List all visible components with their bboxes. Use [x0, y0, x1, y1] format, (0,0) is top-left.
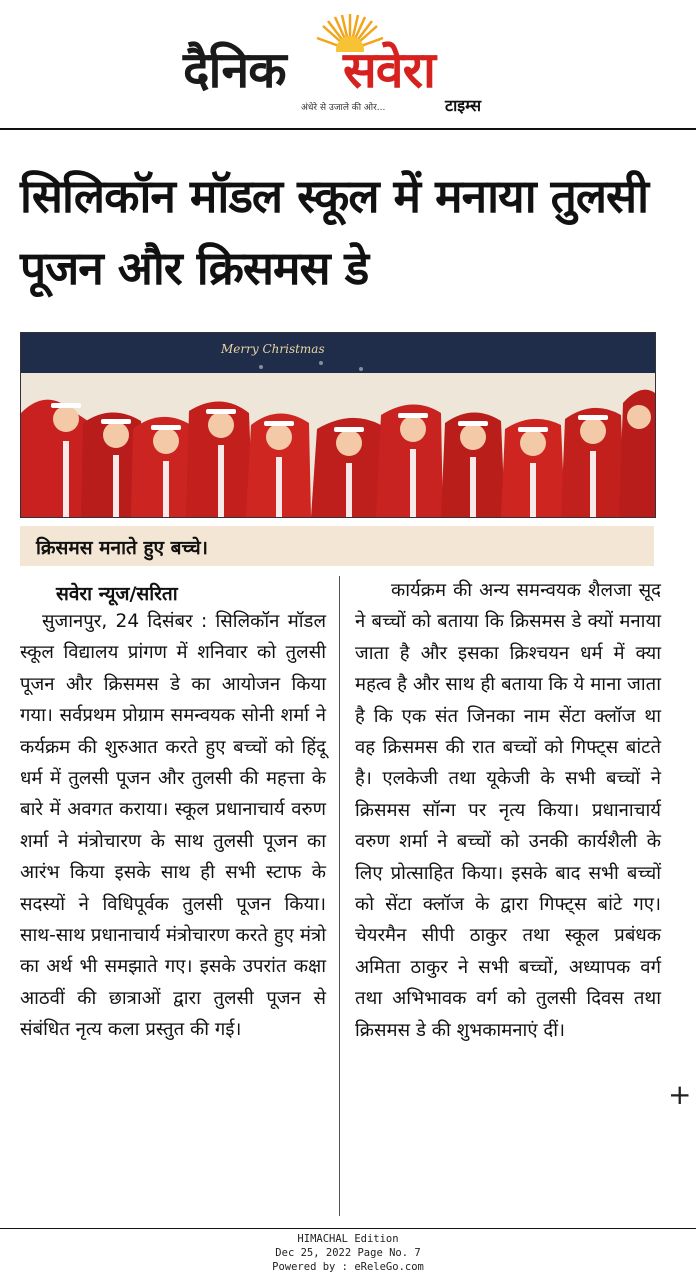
- children-in-santa-costumes-image: [21, 333, 655, 517]
- article-byline: सवेरा न्यूज/सरिता: [56, 583, 178, 605]
- footer-date-page: Dec 25, 2022 Page No. 7: [275, 1247, 421, 1259]
- logo-savera: सवेरा: [343, 41, 435, 99]
- photo-caption: क्रिसमस मनाते हुए बच्चे।: [36, 537, 208, 559]
- logo-times: टाइम्स: [445, 96, 482, 115]
- column-divider: [339, 576, 340, 1216]
- masthead-rule: [0, 128, 696, 130]
- footer-rule: [0, 1228, 696, 1229]
- article-photo: [20, 332, 656, 518]
- plus-icon[interactable]: +: [668, 1078, 692, 1111]
- photo-caption-bar: [20, 526, 654, 566]
- right-column-text: कार्यक्रम की अन्य समन्वयक शैलजा सूद ने बच्चों को बताया कि क्रिसमस डे क्यों मनाया जाता है और इसका क्रिश्चयन धर्म में क्या महत्व है और साथ ही बताया कि ये माना जाता है कि एक संत जिनका नाम सेंटा क्लॉज था वह क्रिसमस की रात बच्चों को गिफ्ट्स बांटते है। एलकेजी तथा यूकेजी के सभी बच्चों ने क्रिसमस सॉन्ग पर नृत्य किया। प्रधानाचार्य वरुण शर्मा ने बच्चों को उनकी कार्यशैली के लिए प्रोत्साहित किया। इसके बाद सभी बच्चों को सेंटा क्लॉज के द्वारा गिफ्ट्स बांटे गए। चेयरमैन सीपी ठाकुर तथा स्कूल प्रबंधक अमिता ठाकुर ने सभी बच्चों, अध्यापक वर्ग तथा अभिभावक वर्ग को तुलसी दिवस तथा क्रिसमस डे की शुभकामनाएं दीं।: [355, 580, 661, 1041]
- logo-dainik: दैनिक: [183, 41, 286, 99]
- newspaper-logo: [183, 14, 513, 114]
- footer-edition: HIMACHAL Edition: [297, 1233, 399, 1245]
- svg-text:Merry Christmas: Merry Christmas: [221, 342, 325, 356]
- footer-powered-by[interactable]: Powered by : eReleGo.com: [272, 1261, 424, 1273]
- article-column-right: [355, 575, 661, 1046]
- logo-tagline: अंधेरे से उजाले की ओर...: [301, 103, 386, 113]
- article-column-left: [20, 606, 326, 1046]
- masthead: [0, 0, 696, 128]
- left-column-text: सुजानपुर, 24 दिसंबर : सिलिकॉन मॉडल स्कूल विद्यालय प्रांगण में शनिवार को तुलसी पूजन और क्रिसमस डे का आयोजन किया गया। सर्वप्रथम प्रोग्राम समन्वयक सोनी शर्मा ने कर्यक्रम की शुरुआत करते हुए बच्चों को हिंदू धर्म में तुलसी पूजन और तुलसी की महत्ता के बारे में अवगत कराया। स्कूल प्रधानाचार्य वरुण शर्मा ने मंत्रोचारण के साथ तुलसी पूजन का आरंभ किया इसके साथ ही सभी स्टाफ के सदस्यों ने विधिपूर्वक तुलसी पूजन किया। साथ-साथ प्रधानाचार्य मंत्रोचारण करते हुए मंत्रो का अर्थ भी समझाते गए। इसके उपरांत कक्षा आठवीं की छात्राओं द्वारा तुलसी पूजन से संबंधित नृत्य कला प्रस्तुत की गई।: [20, 611, 326, 1041]
- article-headline: सिलिकॉन मॉडल स्कूल में मनाया तुलसी पूजन और क्रिसमस डे: [20, 169, 649, 295]
- page-footer: [0, 1232, 696, 1274]
